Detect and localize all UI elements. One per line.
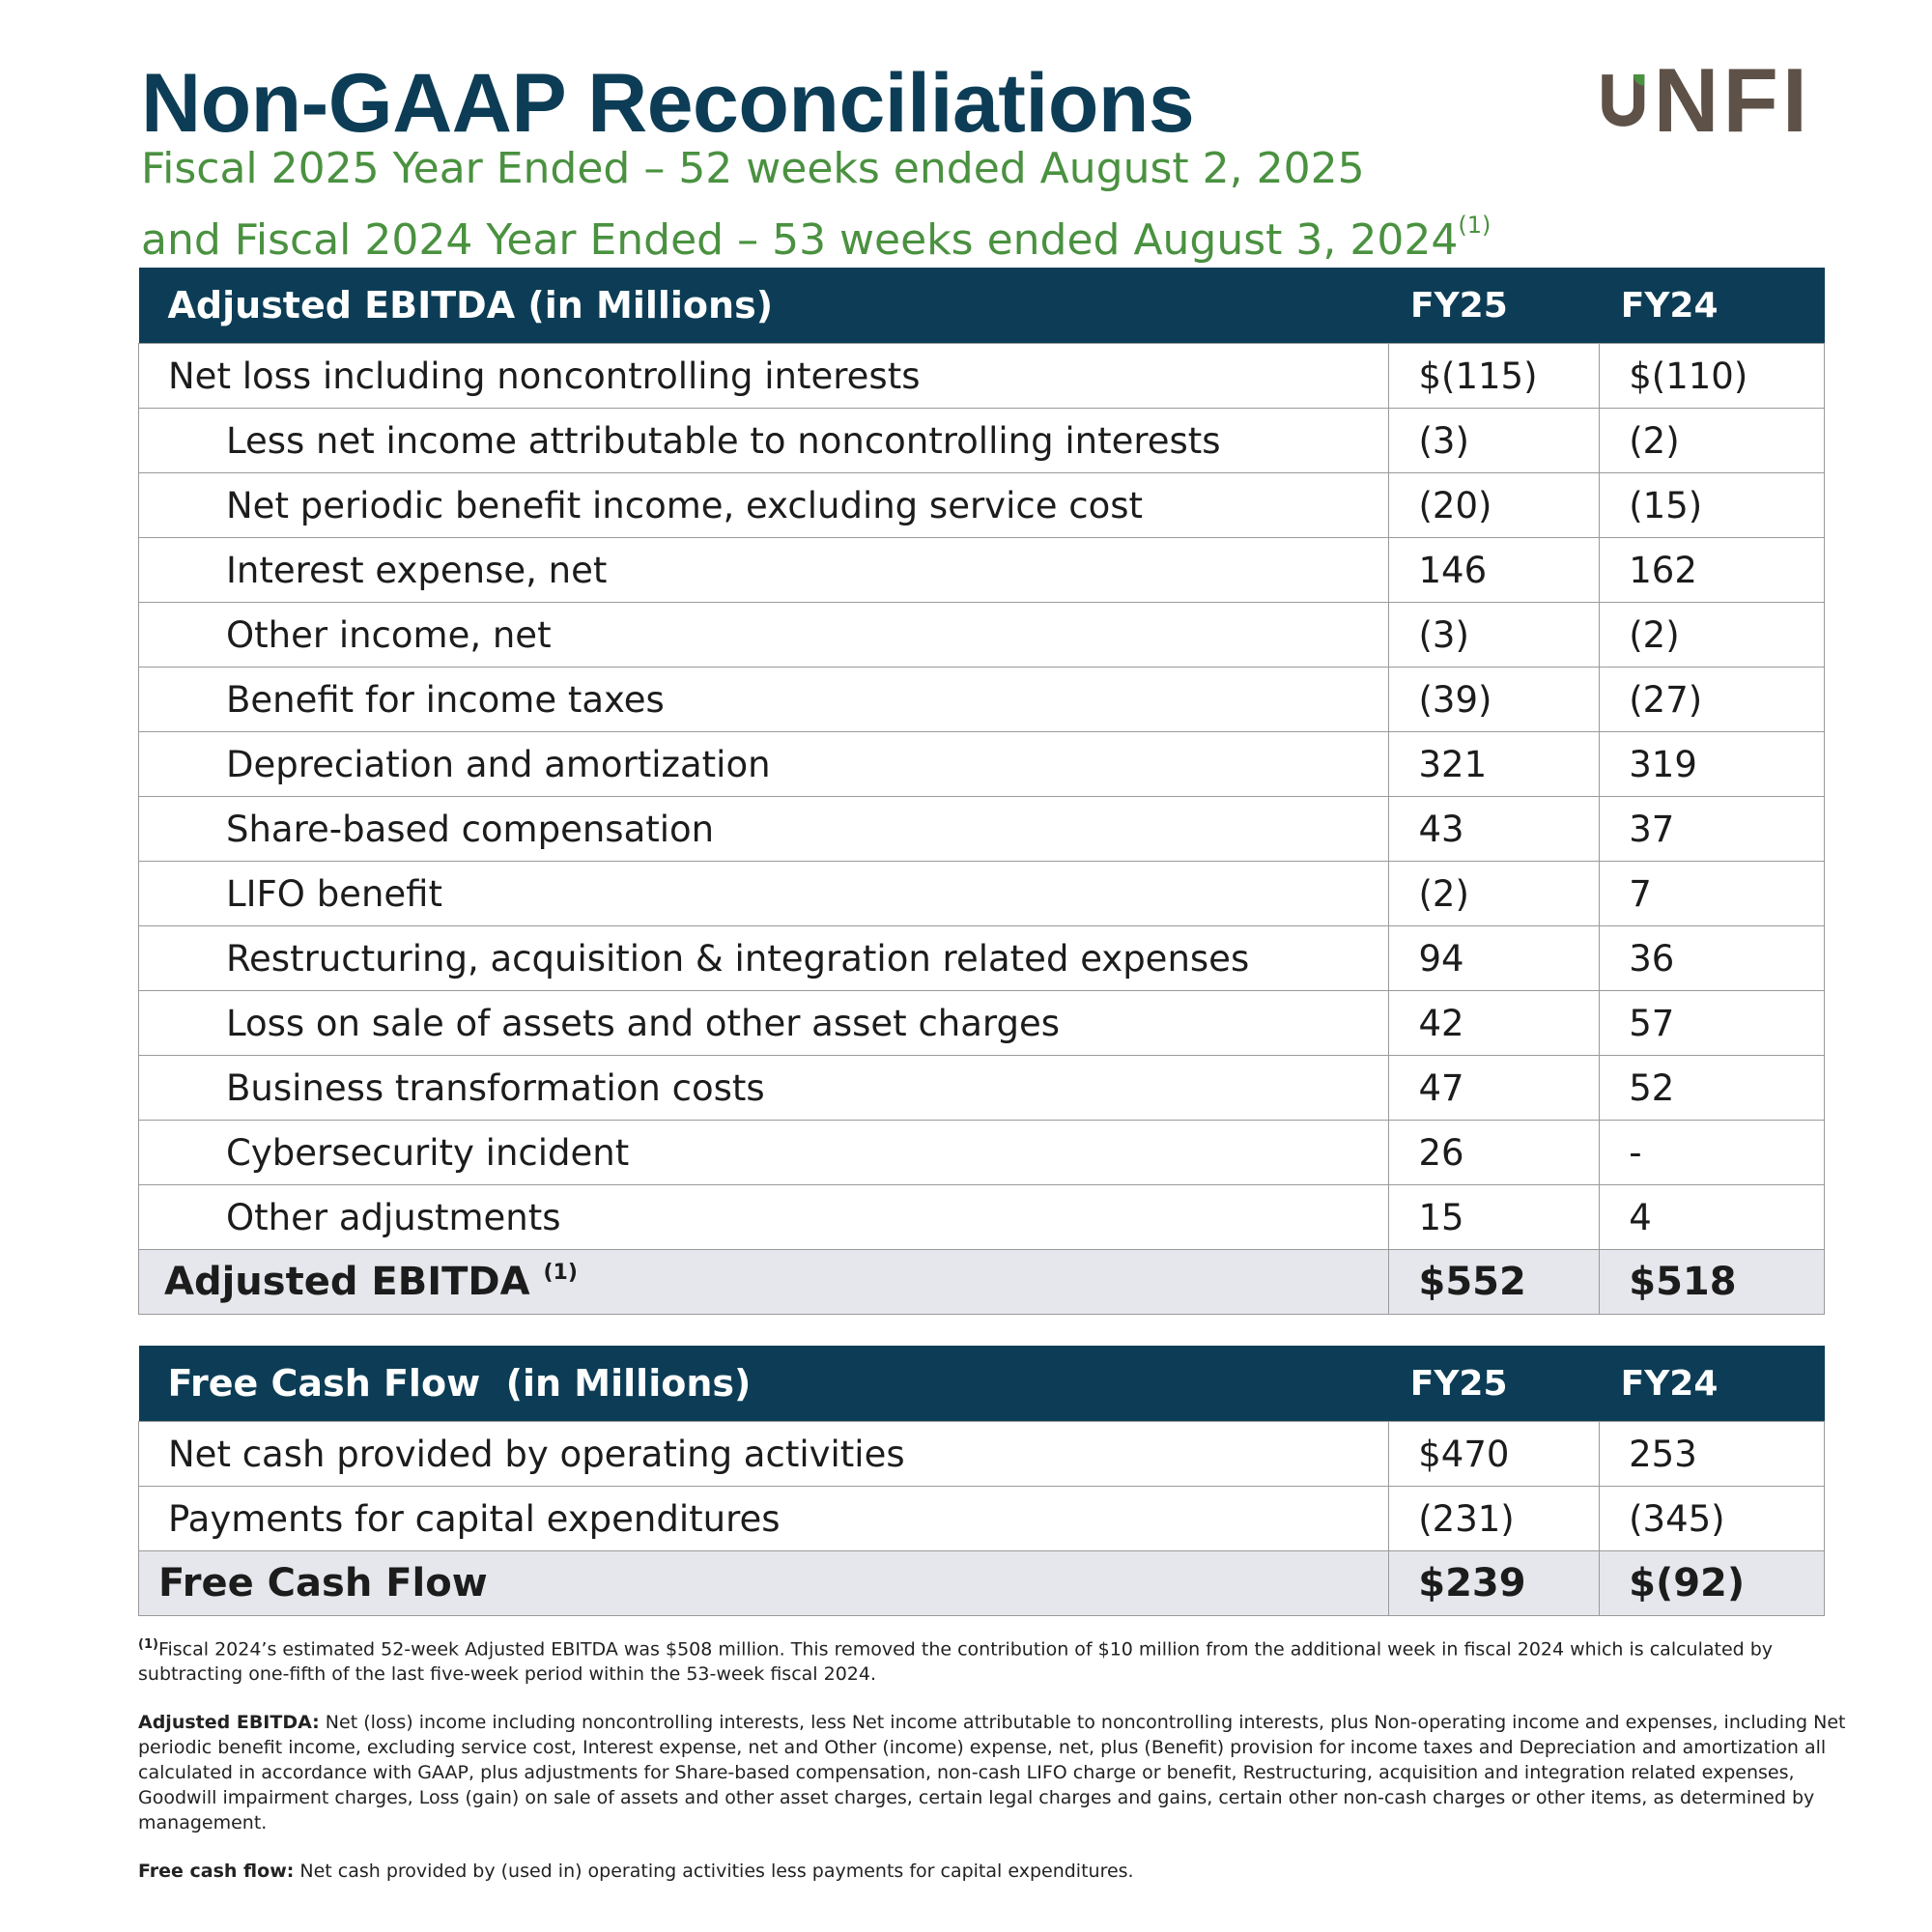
row-value-fy24: $(110) [1600,344,1825,409]
row-value-fy24: - [1600,1121,1825,1185]
total-value-fy25: $552 [1389,1250,1600,1315]
row-value-fy24: 36 [1600,926,1825,991]
table-row [139,732,1825,797]
table-row [139,797,1825,862]
table-row [139,1487,1825,1551]
total-label [139,1551,1389,1616]
total-value-fy24: $518 [1600,1250,1825,1315]
row-label: Less net income attributable to noncontrolling interests [139,409,1389,473]
ebitda-col-fy24: FY24 [1600,268,1825,344]
row-value-fy25: (3) [1389,409,1600,473]
row-value-fy24: (27) [1600,668,1825,732]
free-cash-flow-definition-label: Free cash flow: [138,1861,295,1883]
ebitda-table-title: Adjusted EBITDA (in Millions) [139,268,1389,344]
total-value-fy24: $(92) [1600,1551,1825,1616]
row-label: Other adjustments [139,1185,1389,1250]
row-value-fy24: (2) [1600,409,1825,473]
subtitle-line-1: Fiscal 2025 Year Ended – 52 weeks ended August 2, 2025 [141,144,1365,193]
row-value-fy24: 4 [1600,1185,1825,1250]
row-value-fy25: (3) [1389,603,1600,668]
total-row [139,1551,1825,1616]
row-value-fy25: 146 [1389,538,1600,603]
subtitle-line-2-text: and Fiscal 2024 Year Ended – 53 weeks ended August 3, 2024 [141,215,1459,265]
table-row [139,344,1825,409]
row-value-fy24: 57 [1600,991,1825,1056]
adjusted-ebitda-definition [138,1710,1848,1835]
total-label [139,1250,1389,1315]
row-value-fy25: 321 [1389,732,1600,797]
table-row [139,538,1825,603]
subtitle-footnote-marker: (1) [1458,212,1492,239]
row-value-fy24: 253 [1600,1422,1825,1487]
footnote-1-text: Fiscal 2024’s estimated 52-week Adjusted EBITDA was $508 million. This removed the contribution of $10 million from the additional week in fiscal 2024 which is calculated by subtracting one-fifth of the last five-week period within the 53-week fiscal 2024. [138,1638,1774,1686]
row-value-fy24: (345) [1600,1487,1825,1551]
table-row [139,991,1825,1056]
row-value-fy25: (2) [1389,862,1600,926]
table-row [139,1422,1825,1487]
table-row [139,603,1825,668]
free-cash-flow-definition [138,1859,1848,1884]
row-value-fy25: $(115) [1389,344,1600,409]
table-header-row [139,268,1825,344]
row-value-fy24: 52 [1600,1056,1825,1121]
row-value-fy24: 37 [1600,797,1825,862]
row-label: Cybersecurity incident [139,1121,1389,1185]
table-row [139,409,1825,473]
unfi-logo [1599,49,1811,151]
page-title: Non-GAAP Reconciliations [141,57,1195,150]
table-row [139,1185,1825,1250]
row-label: LIFO benefit [139,862,1389,926]
footnotes [138,1633,1848,1907]
adjusted-ebitda-definition-text: Net (loss) income including noncontrolling interests, less Net income attributable to noncontrolling interests, plus Non-operating income and expenses, including Net periodic benefit income, excluding service cost, Interest expense, net and Other (income) expense, net, plus (Benefit) provision for income taxes and Depreciation and amortization all calculated in accordance with GAAP, plus adjustments for Share-based compensation, non-cash LIFO charge or benefit, Restructuring, acquisition and integration related expenses, Goodwill impairment charges, Loss (gain) on sale of assets and other asset charges, certain legal charges and gains, certain other non-cash charges or other items, as determined by management. [138,1712,1846,1834]
page-subtitle [141,141,1491,269]
logo-u-mark-icon [1599,69,1648,132]
table-header-row [139,1346,1825,1422]
row-label: Restructuring, acquisition & integration related expenses [139,926,1389,991]
subtitle-line-2 [141,197,1491,269]
row-value-fy25: (231) [1389,1487,1600,1551]
row-label: Loss on sale of assets and other asset charges [139,991,1389,1056]
fcf-col-fy25: FY25 [1389,1346,1600,1422]
row-value-fy25: 15 [1389,1185,1600,1250]
row-label: Payments for capital expenditures [139,1487,1389,1551]
row-label: Net cash provided by operating activities [139,1422,1389,1487]
adjusted-ebitda-definition-label: Adjusted EBITDA: [138,1712,320,1734]
total-value-fy25: $239 [1389,1551,1600,1616]
logo-wordmark [1599,49,1811,151]
row-value-fy25: $470 [1389,1422,1600,1487]
row-label: Benefit for income taxes [139,668,1389,732]
logo-wordmark-rest: NFI [1653,49,1811,151]
ebitda-col-fy25: FY25 [1389,268,1600,344]
row-label: Net loss including noncontrolling interests [139,344,1389,409]
row-value-fy24: (15) [1600,473,1825,538]
row-value-fy25: 43 [1389,797,1600,862]
row-value-fy25: 47 [1389,1056,1600,1121]
row-value-fy25: 42 [1389,991,1600,1056]
adjusted-ebitda-table [138,268,1825,1315]
table-row [139,862,1825,926]
row-value-fy24: 162 [1600,538,1825,603]
total-row [139,1250,1825,1315]
row-label: Net periodic benefit income, excluding service cost [139,473,1389,538]
total-footnote-marker: (1) [543,1261,578,1285]
footnote-1-marker: (1) [138,1637,158,1652]
row-value-fy24: 7 [1600,862,1825,926]
row-label: Interest expense, net [139,538,1389,603]
fcf-table-title: Free Cash Flow (in Millions) [139,1346,1389,1422]
fcf-col-fy24: FY24 [1600,1346,1825,1422]
footnote-1 [138,1633,1848,1687]
row-label: Other income, net [139,603,1389,668]
free-cash-flow-definition-text: Net cash provided by (used in) operating activities less payments for capital expenditures. [294,1861,1134,1883]
row-value-fy25: (39) [1389,668,1600,732]
row-value-fy25: 26 [1389,1121,1600,1185]
row-value-fy25: (20) [1389,473,1600,538]
total-label-text: Free Cash Flow [158,1561,488,1605]
table-row [139,473,1825,538]
table-row [139,1121,1825,1185]
free-cash-flow-table [138,1346,1825,1616]
row-value-fy24: 319 [1600,732,1825,797]
table-row [139,668,1825,732]
row-value-fy24: (2) [1600,603,1825,668]
row-label: Share-based compensation [139,797,1389,862]
table-row [139,926,1825,991]
total-label-text: Adjusted EBITDA [164,1260,530,1304]
table-row [139,1056,1825,1121]
row-label: Depreciation and amortization [139,732,1389,797]
row-label: Business transformation costs [139,1056,1389,1121]
row-value-fy25: 94 [1389,926,1600,991]
